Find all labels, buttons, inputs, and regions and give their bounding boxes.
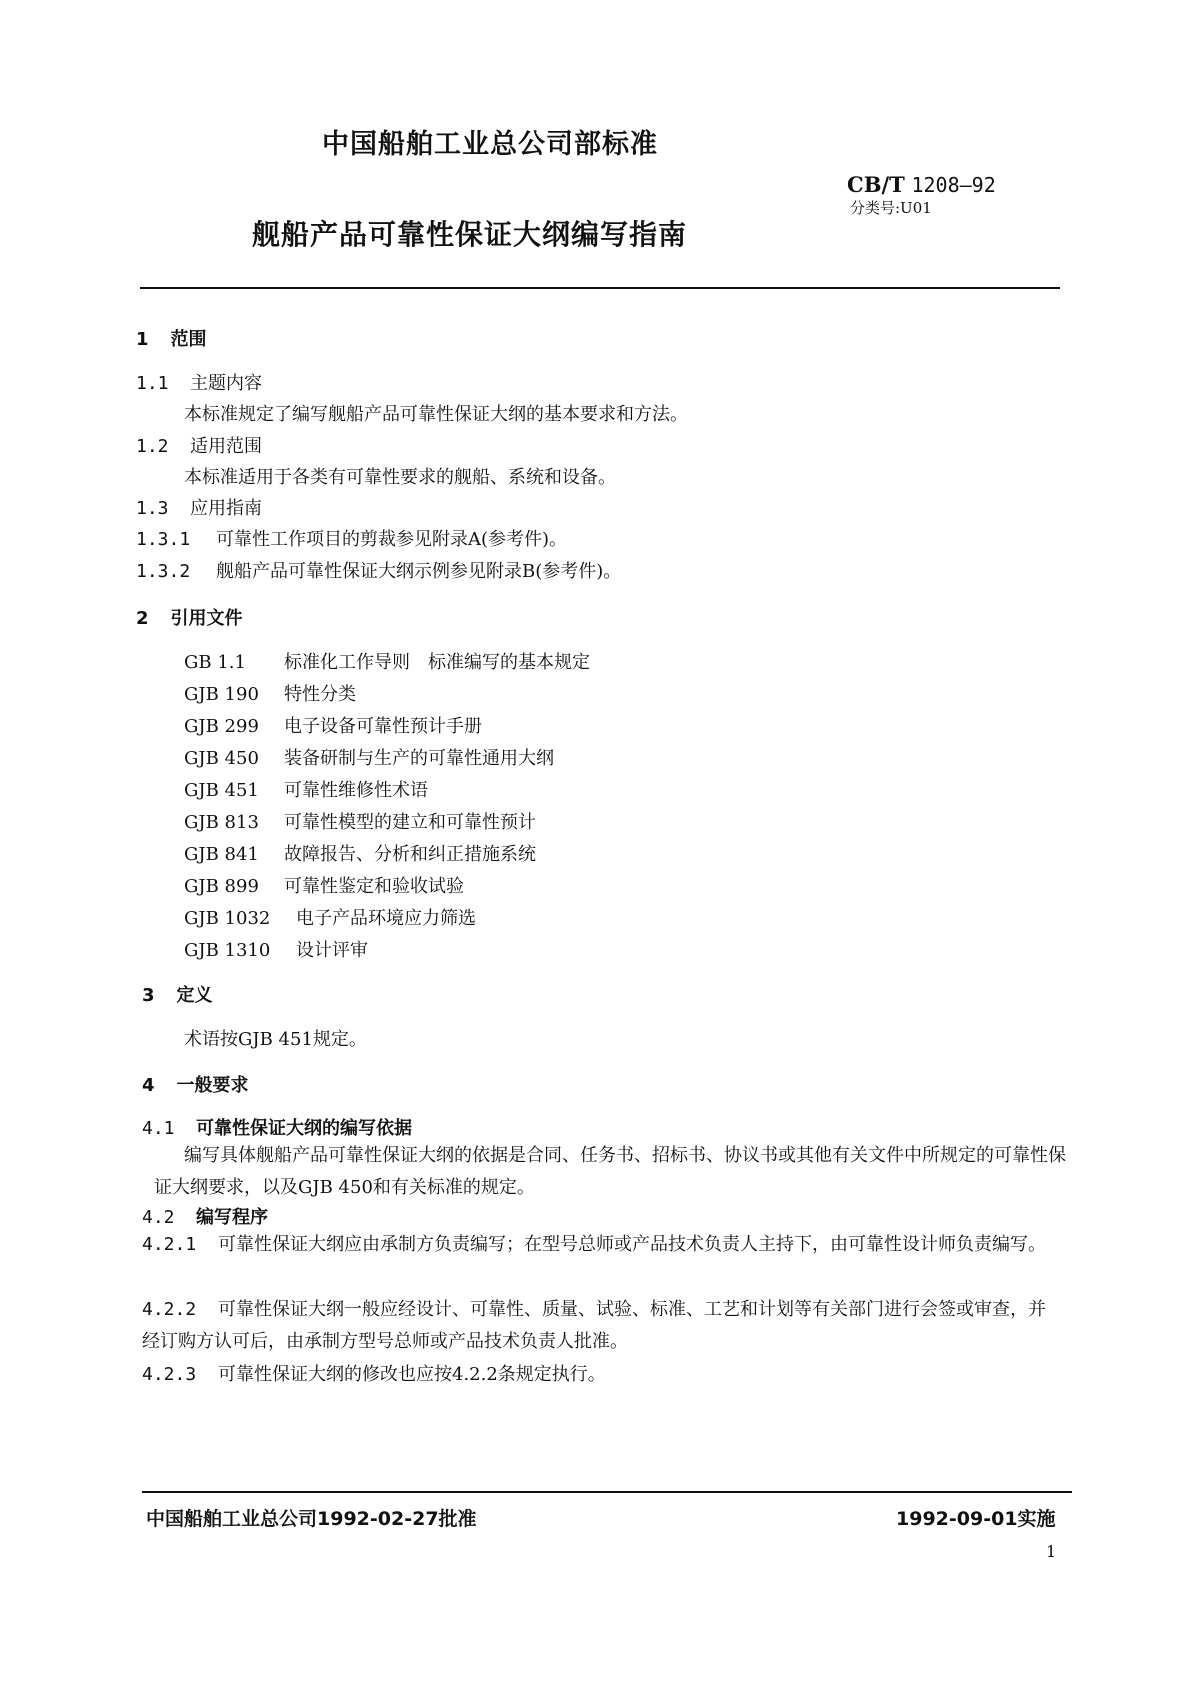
reference-item xyxy=(184,840,536,866)
reference-title: 可靠性模型的建立和可靠性预计 xyxy=(284,812,536,833)
reference-item xyxy=(184,744,554,770)
section-4-heading xyxy=(142,1071,249,1097)
reference-item xyxy=(184,936,368,962)
clause-1-2-text: 本标准适用于各类有可靠性要求的舰船、系统和设备。 xyxy=(184,467,616,488)
header-divider xyxy=(140,287,1060,289)
clause-number: 4.2.2 xyxy=(142,1299,197,1320)
clause-1-1-heading xyxy=(136,369,262,395)
section-number: 2 xyxy=(136,608,149,629)
clause-number: 4.1 xyxy=(142,1118,175,1139)
clause-title: 可靠性保证大纲的编写依据 xyxy=(196,1118,412,1139)
reference-code: GB 1.1 xyxy=(184,652,246,673)
section-3-text: 术语按GJB 451规定。 xyxy=(184,1029,367,1050)
section-1-heading xyxy=(136,325,207,351)
reference-item xyxy=(184,680,356,706)
reference-title: 设计评审 xyxy=(296,940,368,961)
clause-text: 可靠性保证大纲的修改也应按4.2.2条规定执行。 xyxy=(218,1364,606,1385)
clause-1-2-heading xyxy=(136,432,262,458)
reference-code: GJB 1032 xyxy=(184,908,271,929)
page-number: 1 xyxy=(1046,1542,1057,1561)
clause-title: 应用指南 xyxy=(190,498,262,519)
section-title: 定义 xyxy=(176,985,213,1006)
clause-1-3-1 xyxy=(136,525,567,551)
reference-item xyxy=(184,808,536,834)
clause-4-2-2 xyxy=(142,1294,1062,1358)
clause-number: 4.2.1 xyxy=(142,1234,197,1255)
reference-title: 故障报告、分析和纠正措施系统 xyxy=(284,844,536,865)
section-number: 3 xyxy=(142,985,155,1006)
clause-4-2-3 xyxy=(142,1359,1062,1391)
clause-title: 适用范围 xyxy=(190,436,262,457)
footer-divider xyxy=(142,1491,1072,1493)
standard-prefix: CB/T xyxy=(847,172,905,197)
reference-item xyxy=(184,872,464,898)
clause-1-1-text: 本标准规定了编写舰船产品可靠性保证大纲的基本要求和方法。 xyxy=(184,404,688,425)
clause-title: 主题内容 xyxy=(190,373,262,394)
reference-title: 装备研制与生产的可靠性通用大纲 xyxy=(284,748,554,769)
clause-number: 1.1 xyxy=(136,373,169,394)
clause-4-1-text: 编写具体舰船产品可靠性保证大纲的依据是合同、任务书、招标书、协议书或其他有关文件中所规定的可靠性保证大纲要求，以及GJB 450和有关标准的规定。 xyxy=(154,1145,1066,1198)
clause-number: 1.2 xyxy=(136,436,169,457)
issuing-organization: 中国船舶工业总公司部标准 xyxy=(322,129,658,160)
reference-code: GJB 450 xyxy=(184,748,259,769)
approval-line: 中国船舶工业总公司1992-02-27批准 xyxy=(146,1508,477,1530)
reference-title: 特性分类 xyxy=(284,684,356,705)
classification-number: 分类号:U01 xyxy=(850,199,932,217)
reference-code: GJB 841 xyxy=(184,844,259,865)
clause-1-3-heading xyxy=(136,494,262,520)
clause-number: 1.3.1 xyxy=(136,529,191,550)
reference-code: GJB 899 xyxy=(184,876,259,897)
section-number: 1 xyxy=(136,329,149,350)
reference-item xyxy=(184,776,428,802)
section-number: 4 xyxy=(142,1075,155,1096)
clause-text: 可靠性保证大纲应由承制方负责编写；在型号总师或产品技术负责人主持下，由可靠性设计师负责编写。 xyxy=(218,1234,1046,1255)
reference-title: 可靠性鉴定和验收试验 xyxy=(284,876,464,897)
reference-code: GJB 190 xyxy=(184,684,259,705)
standard-code xyxy=(847,172,996,197)
clause-number: 1.3 xyxy=(136,498,169,519)
reference-code: GJB 451 xyxy=(184,780,259,801)
section-3-heading xyxy=(142,981,213,1007)
clause-title: 编写程序 xyxy=(196,1207,268,1228)
clause-number: 4.2 xyxy=(142,1207,175,1228)
clause-text: 可靠性工作项目的剪裁参见附录A(参考件)。 xyxy=(216,529,568,550)
reference-code: GJB 813 xyxy=(184,812,259,833)
reference-title: 电子产品环境应力筛选 xyxy=(296,908,476,929)
reference-title: 电子设备可靠性预计手册 xyxy=(284,716,482,737)
clause-number: 1.3.2 xyxy=(136,561,191,582)
reference-item xyxy=(184,712,482,738)
section-title: 引用文件 xyxy=(170,608,243,629)
effective-date: 1992-09-01实施 xyxy=(896,1508,1056,1530)
section-title: 范围 xyxy=(170,329,207,350)
clause-text: 舰船产品可靠性保证大纲示例参见附录B(参考件)。 xyxy=(216,561,622,582)
reference-title: 可靠性维修性术语 xyxy=(284,780,428,801)
clause-text: 可靠性保证大纲一般应经设计、可靠性、质量、试验、标准、工艺和计划等有关部门进行会签或审查，并经订购方认可后，由承制方型号总师或产品技术负责人批准。 xyxy=(142,1299,1046,1352)
clause-4-2-heading xyxy=(142,1203,268,1229)
reference-item xyxy=(184,904,476,930)
document-title: 舰船产品可靠性保证大纲编写指南 xyxy=(252,218,688,251)
reference-item xyxy=(184,648,590,674)
reference-code: GJB 299 xyxy=(184,716,259,737)
reference-code: GJB 1310 xyxy=(184,940,271,961)
standard-number: 1208—92 xyxy=(911,173,996,197)
section-2-heading xyxy=(136,604,243,630)
clause-number: 4.2.3 xyxy=(142,1364,197,1385)
clause-4-2-1 xyxy=(142,1229,1062,1261)
section-title: 一般要求 xyxy=(176,1075,249,1096)
clause-4-1-heading xyxy=(142,1114,412,1140)
clause-1-3-2 xyxy=(136,557,621,583)
reference-title: 标准化工作导则 标准编写的基本规定 xyxy=(284,652,590,673)
